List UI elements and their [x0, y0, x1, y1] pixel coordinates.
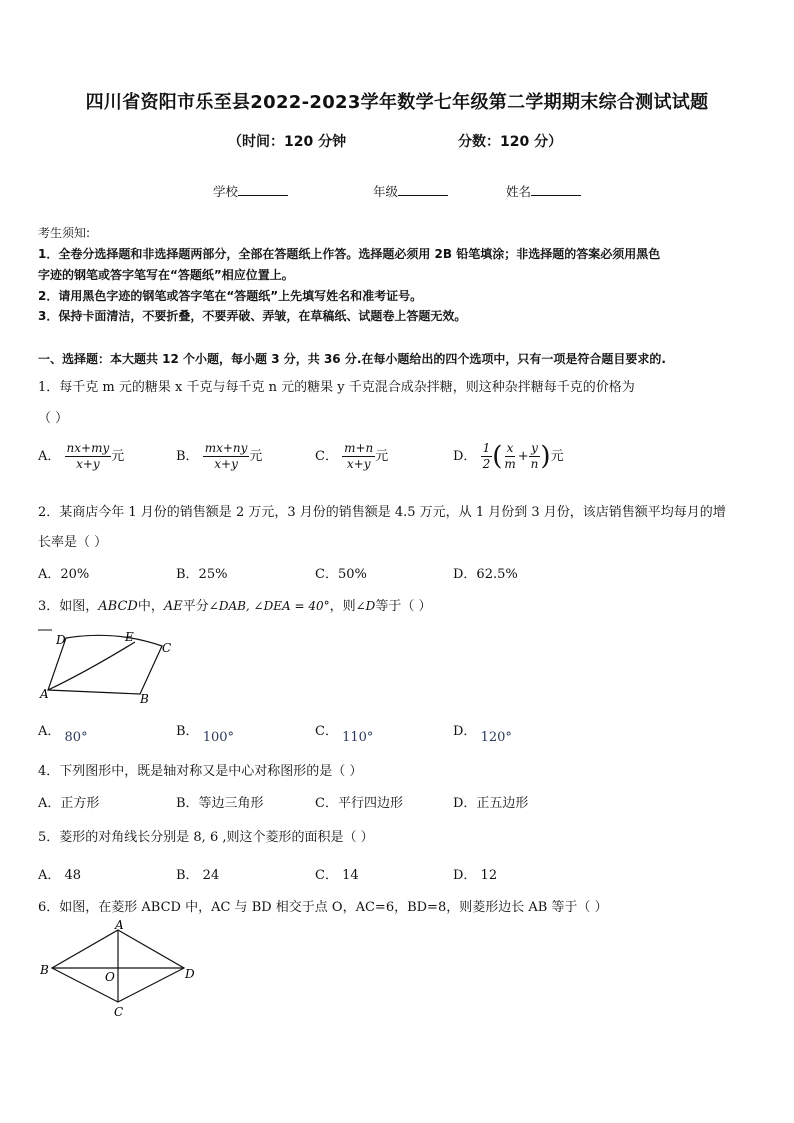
q2-option-a[interactable]: A．20%	[38, 567, 90, 582]
exam-score: 分数：120 分）	[458, 134, 563, 150]
grade-field	[373, 182, 448, 200]
name-label: 姓名	[506, 184, 532, 199]
q6-label-o: O	[105, 970, 115, 984]
grade-label: 年级	[373, 184, 399, 199]
q3-option-b[interactable]: B． 100°	[176, 724, 235, 745]
page-title: 四川省资阳市乐至县2022-2023学年数学七年级第二学期期末综合测试试题	[85, 92, 709, 113]
notice-item-1a: 1．全卷分选择题和非选择题两部分，全部在答题纸上作答。选择题必须用 2B 铅笔填涂；非选择题的答案必须用黑色	[38, 247, 661, 261]
school-field	[213, 182, 288, 200]
q5-option-c[interactable]: C． 14	[315, 868, 359, 883]
q2-option-d[interactable]: D．62.5%	[453, 567, 518, 582]
school-blank	[238, 184, 288, 196]
q1-option-d[interactable]: D． $\frac{1}{2}$ ( $\frac{x}{m}$ + $\frac{y}{n}$ )元	[453, 441, 564, 472]
q1-d-rparen: )	[540, 441, 551, 472]
q3-option-c[interactable]: C． 110°	[315, 724, 374, 745]
q4-option-a[interactable]: A．正方形	[38, 796, 100, 811]
exam-time: （时间：120 分钟	[228, 134, 347, 150]
q1-b-fraction: $\frac{mx+ny}{x+y}$	[204, 441, 248, 471]
q3-label-b: B	[140, 692, 149, 706]
q3-segment-ae	[48, 642, 135, 690]
q6-rhombus-figure	[36, 920, 206, 1020]
q5-stem: 5．菱形的对角线长分别是 8, 6 ,则这个菱形的面积是（ ）	[38, 830, 374, 845]
q6-label-d: D	[185, 967, 195, 981]
q2-option-b[interactable]: B．25%	[176, 567, 228, 582]
q3-label-d: D	[56, 633, 66, 647]
q1-d-frac1: $\frac{x}{m}$	[504, 441, 516, 471]
name-field	[506, 182, 581, 200]
q1-d-lparen: (	[492, 441, 503, 472]
q4-option-d[interactable]: D．正五边形	[453, 796, 529, 811]
q6-label-c: C	[114, 1005, 124, 1019]
q6-stem: 6．如图，在菱形 ABCD 中，AC 与 BD 相交于点 O，AC=6，BD=8，则菱形边长 AB 等于（ ）	[38, 900, 608, 915]
q3-stem: 3．如图，ABCD中，AE平分∠DAB, ∠DEA = 40°，则∠D等于（ ）	[38, 599, 432, 614]
school-label: 学校	[213, 184, 239, 199]
q3-label-c: C	[162, 641, 172, 655]
q1-option-c[interactable]: C． $\frac{m+n}{x+y}$ 元	[315, 441, 389, 471]
q2-option-c[interactable]: C．50%	[315, 567, 367, 582]
notice-heading: 考生须知:	[38, 226, 91, 240]
q1-d-frac2: $\frac{y}{n}$	[530, 441, 539, 471]
q1-option-b[interactable]: B． $\frac{mx+ny}{x+y}$ 元	[176, 441, 263, 471]
q1-stem: 1．每千克 m 元的糖果 x 千克与每千克 n 元的糖果 y 千克混合成杂拌糖，则这种杂拌糖每千克的价格为	[38, 380, 635, 395]
q1-a-fraction: $\frac{nx+my}{x+y}$	[66, 441, 110, 471]
section-heading: 一、选择题：本大题共 12 个小题，每小题 3 分，共 36 分.在每小题给出的四个选项中，只有一项是符合题目要求的.	[38, 352, 666, 366]
q1-paren: （ ）	[38, 411, 69, 426]
q5-option-b[interactable]: B． 24	[176, 868, 220, 883]
notice-item-1b: 字迹的钢笔或答字笔写在“答题纸”相应位置上。	[38, 268, 294, 282]
q5-option-d[interactable]: D． 12	[453, 868, 498, 883]
q3-label-e: E	[125, 630, 134, 644]
q3-parallelogram-figure	[36, 626, 186, 708]
name-blank	[531, 184, 581, 196]
q2-stem-line2: 长率是（ ）	[38, 535, 108, 550]
q4-option-c[interactable]: C．平行四边形	[315, 796, 403, 811]
q2-stem-line1: 2．某商店今年 1 月份的销售额是 2 万元，3 月份的销售额是 4.5 万元，从 1 月份到 3 月份，该店销售额平均每月的增	[38, 505, 726, 520]
q5-option-a[interactable]: A． 48	[38, 868, 82, 883]
q6-label-b: B	[40, 963, 49, 977]
q1-option-a[interactable]: A． $\frac{nx+my}{x+y}$ 元	[38, 441, 125, 471]
q3-label-a: A	[40, 687, 49, 701]
notice-item-3: 3．保持卡面清洁，不要折叠，不要弄破、弄皱，在草稿纸、试题卷上答题无效。	[38, 309, 467, 323]
q1-d-half: $\frac{1}{2}$	[482, 441, 491, 471]
q3-option-a[interactable]: A． 80°	[38, 724, 88, 745]
q3-option-d[interactable]: D． 120°	[453, 724, 512, 745]
notice-item-2: 2．请用黑色字迹的钢笔或答字笔在“答题纸”上先填写姓名和准考证号。	[38, 289, 423, 303]
q6-label-a: A	[115, 920, 124, 932]
q1-c-fraction: $\frac{m+n}{x+y}$	[344, 441, 374, 471]
q4-option-b[interactable]: B．等边三角形	[176, 796, 264, 811]
grade-blank	[398, 184, 448, 196]
q4-stem: 4．下列图形中，既是轴对称又是中心对称图形的是（ ）	[38, 764, 363, 779]
